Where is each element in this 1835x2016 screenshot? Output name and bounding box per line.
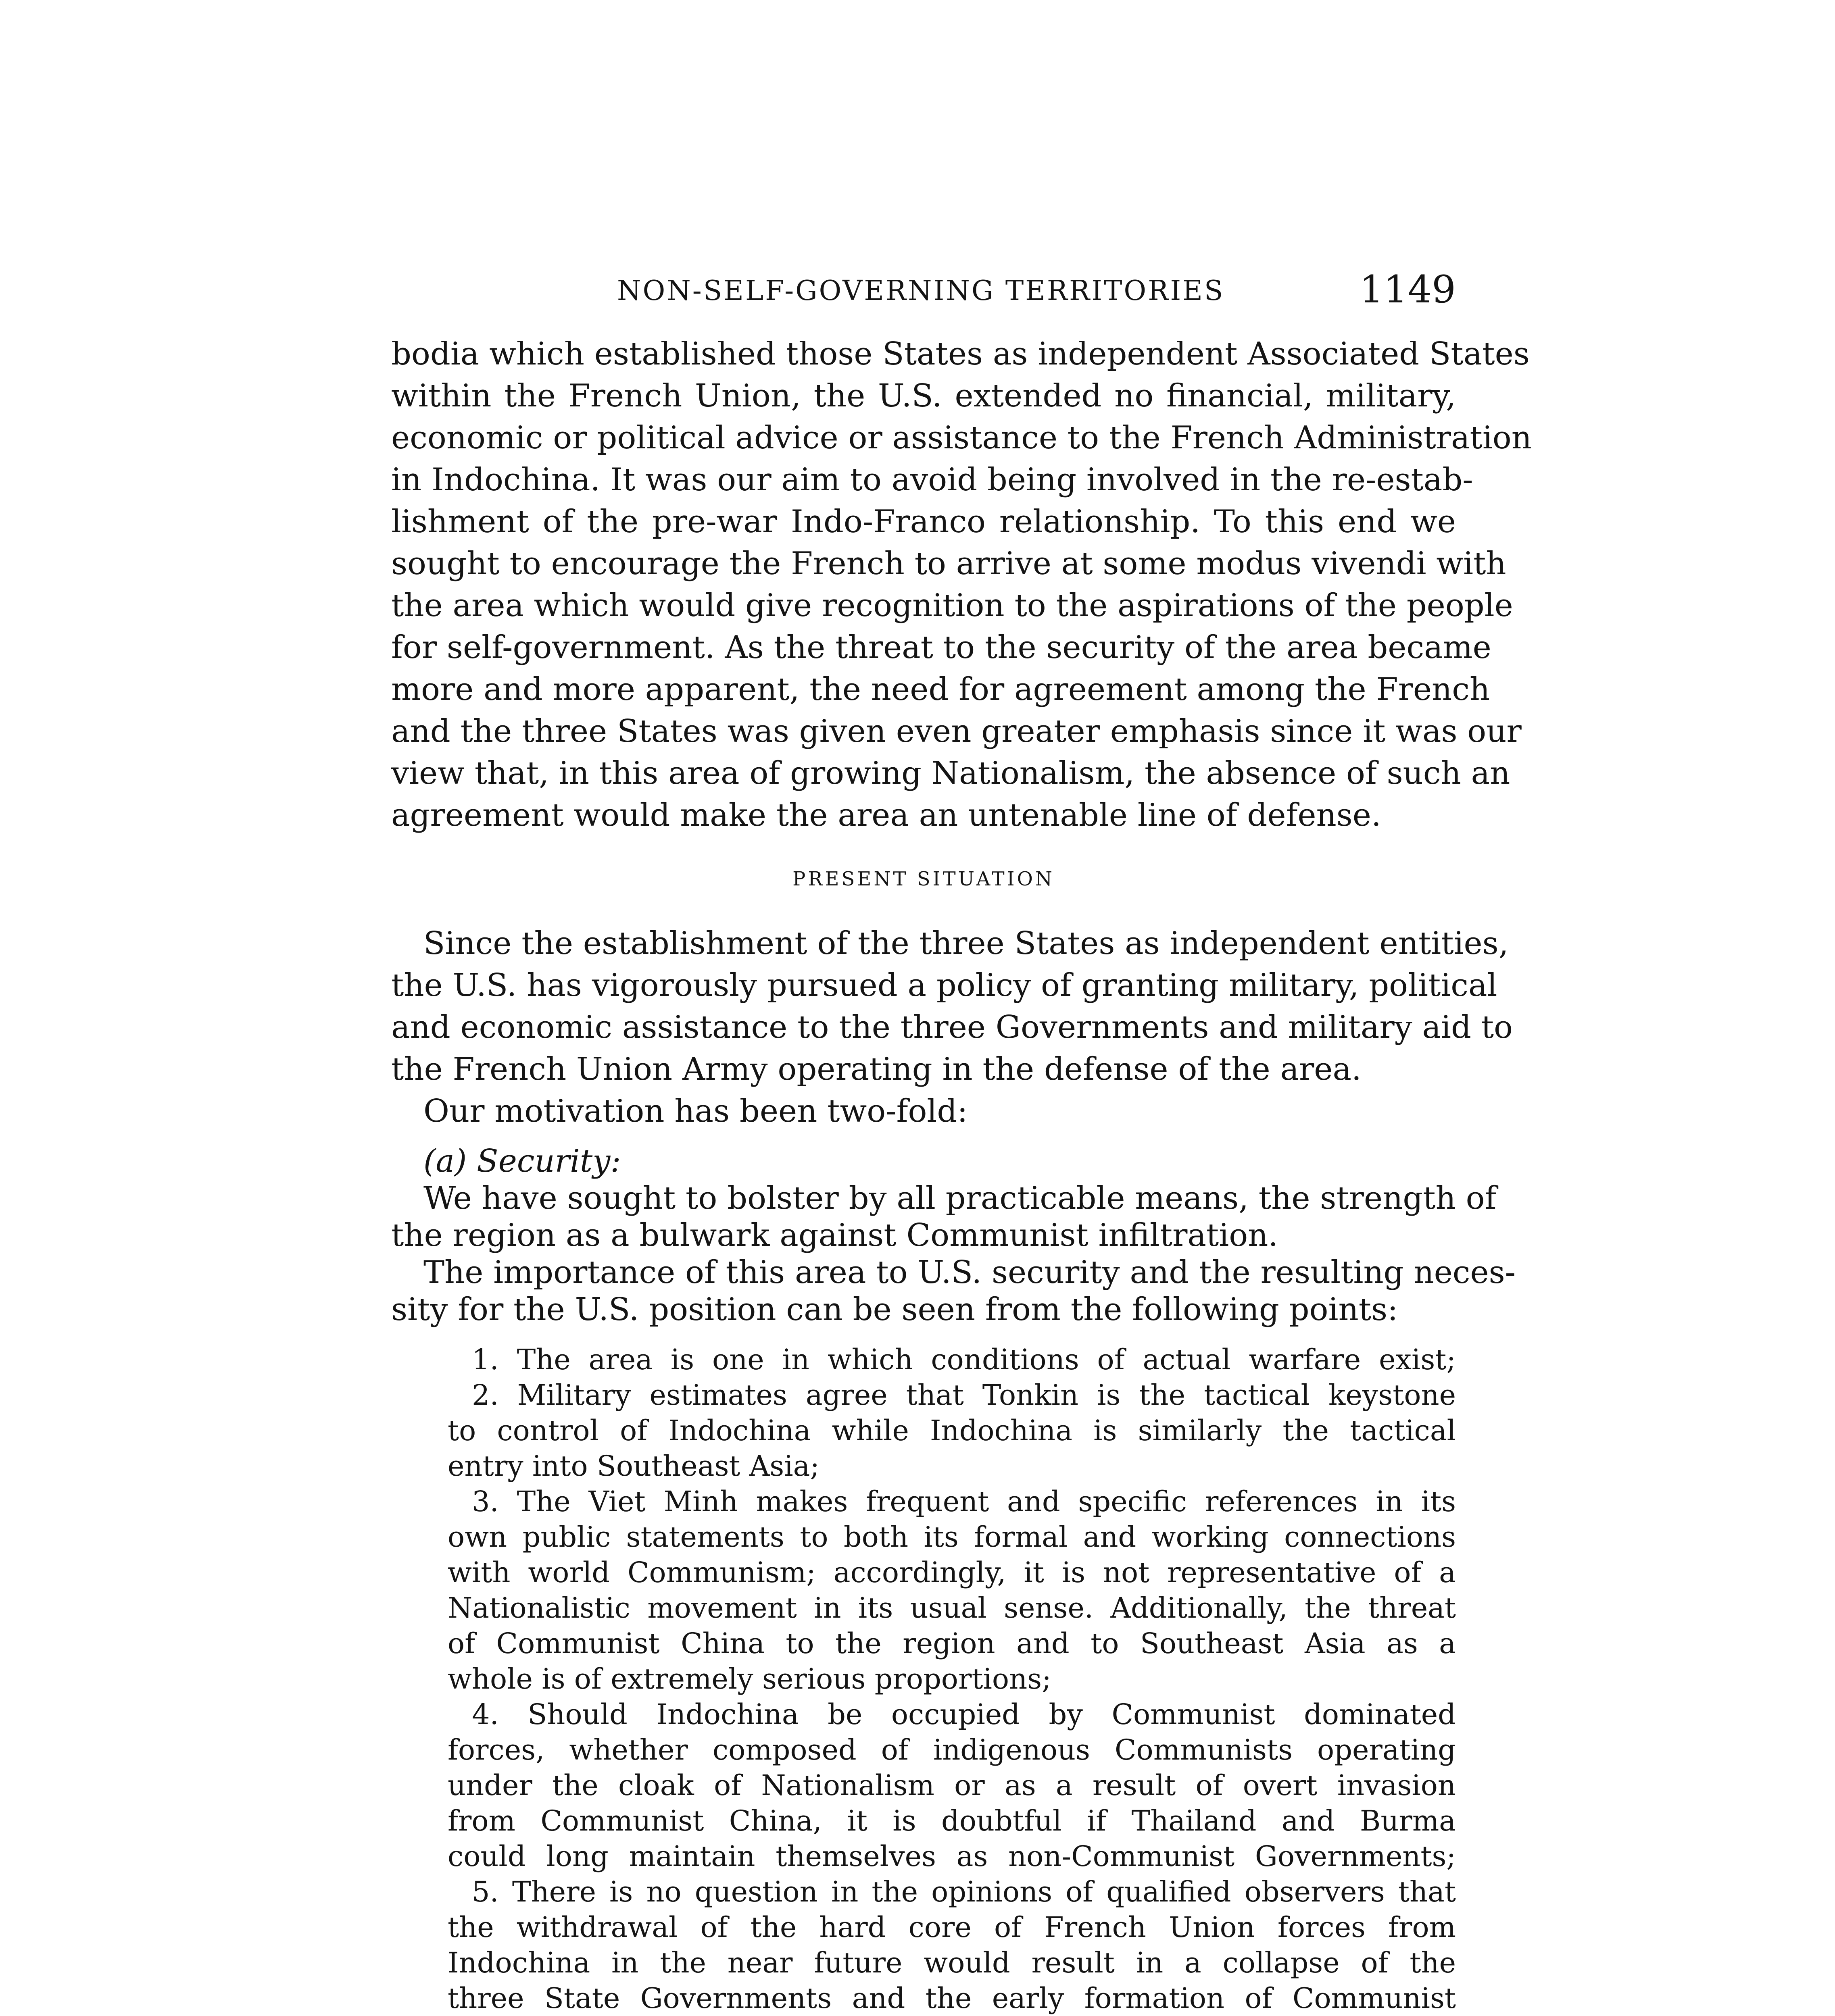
text-line: sity for the U.S. position can be seen from the following points: <box>391 1291 1398 1328</box>
text-line: sought to encourage the French to arrive at some modus vivendi with <box>391 546 1506 582</box>
list-item: 4. Should Indochina be occupied by Communist dominated <box>472 1698 1456 1731</box>
list-item: from Communist China, it is doubtful if Thailand and Burma <box>448 1804 1456 1837</box>
text-line: We have sought to bolster by all practicable means, the strength of <box>423 1180 1497 1216</box>
text-line: for self-government. As the threat to the security of the area became <box>391 629 1491 666</box>
list-item: under the cloak of Nationalism or as a result of overt invasion <box>448 1769 1456 1802</box>
text-line: within the French Union, the U.S. extended no financial, military, <box>391 378 1456 414</box>
list-item: Nationalistic movement in its usual sense. Additionally, the threat <box>448 1591 1456 1624</box>
list-item: 2. Military estimates agree that Tonkin is the tactical keystone <box>472 1379 1456 1412</box>
text-line: Since the establishment of the three States as independent entities, <box>423 925 1509 962</box>
text-line: bodia which established those States as independent Associated States <box>391 336 1530 372</box>
list-item: with world Communism; accordingly, it is not representative of a <box>448 1556 1456 1589</box>
text-line: view that, in this area of growing Nationalism, the absence of such an <box>391 755 1510 791</box>
text-line: agreement would make the area an untenable line of defense. <box>391 797 1381 833</box>
list-item: own public statements to both its formal and working connections <box>448 1520 1456 1554</box>
text-line: The importance of this area to U.S. security and the resulting neces- <box>423 1254 1516 1291</box>
text-line: the region as a bulwark against Communist infiltration. <box>391 1217 1278 1254</box>
list-item: 1. The area is one in which conditions of actual warfare exist; <box>472 1343 1456 1376</box>
page-number: 1149 <box>1359 268 1456 312</box>
text-line: economic or political advice or assistance to the French Administration <box>391 420 1532 456</box>
text-line: more and more apparent, the need for agreement among the French <box>391 671 1490 708</box>
text-line: and the three States was given even greater emphasis since it was our <box>391 713 1522 750</box>
list-item: 3. The Viet Minh makes frequent and specific references in its <box>472 1485 1456 1518</box>
text-line: the French Union Army operating in the defense of the area. <box>391 1051 1362 1087</box>
text-line: lishment of the pre-war Indo-Franco relationship. To this end we <box>391 504 1456 540</box>
list-item: to control of Indochina while Indochina is similarly the tactical <box>448 1414 1456 1447</box>
list-item: the withdrawal of the hard core of French Union forces from <box>448 1911 1456 1944</box>
list-item: three State Governments and the early formation of Communist <box>448 1982 1456 2015</box>
text-line: the area which would give recognition to the aspirations of the people <box>391 587 1513 624</box>
text-line: Our motivation has been two-fold: <box>423 1093 968 1129</box>
section-heading: PRESENT SITUATION <box>792 868 1055 890</box>
list-item: forces, whether composed of indigenous Communists operating <box>448 1733 1456 1766</box>
list-item: whole is of extremely serious proportions; <box>448 1662 1051 1695</box>
running-header <box>391 268 1456 315</box>
list-item: Indochina in the near future would result in a collapse of the <box>448 1946 1456 1979</box>
text-line: in Indochina. It was our aim to avoid being involved in the re-estab- <box>391 462 1473 498</box>
running-title: NON-SELF-GOVERNING TERRITORIES <box>617 275 1225 307</box>
list-item: 5. There is no question in the opinions of qualified observers that <box>472 1875 1456 1908</box>
subsection-heading: (a) Security: <box>423 1143 621 1179</box>
list-item: of Communist China to the region and to Southeast Asia as a <box>448 1627 1456 1660</box>
list-item: could long maintain themselves as non-Communist Governments; <box>448 1840 1456 1873</box>
text-line: and economic assistance to the three Governments and military aid to <box>391 1009 1513 1045</box>
list-item: entry into Southeast Asia; <box>448 1450 819 1483</box>
text-line: the U.S. has vigorously pursued a policy of granting military, political <box>391 967 1497 1004</box>
